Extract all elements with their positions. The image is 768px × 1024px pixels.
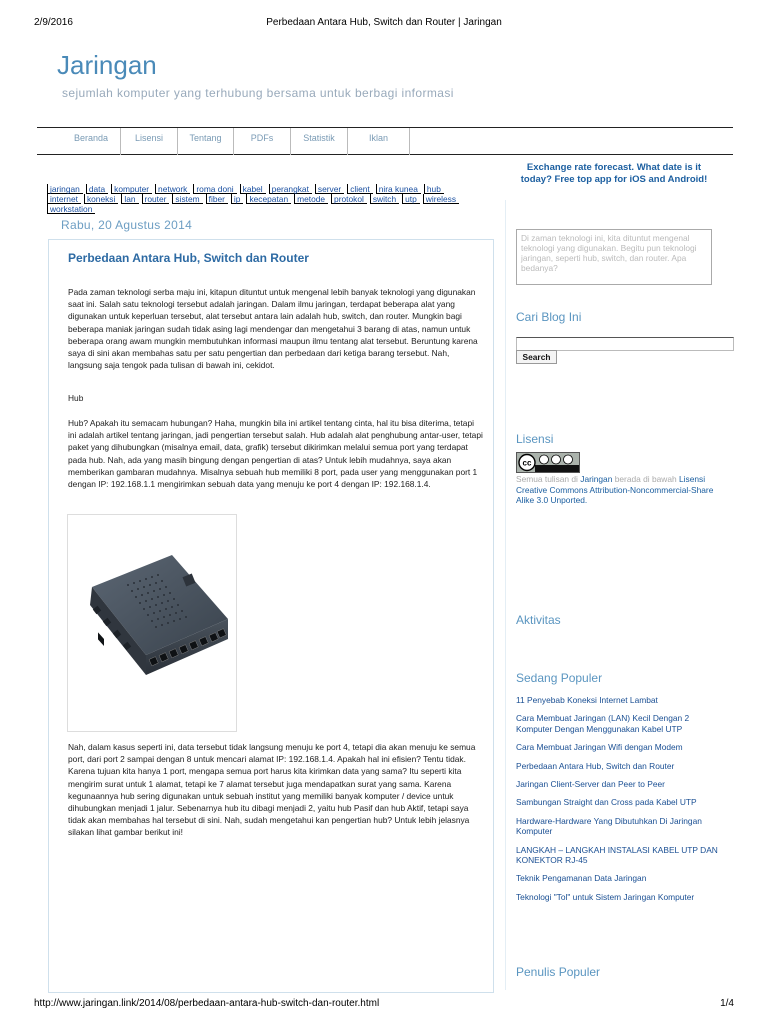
post-heading-hub: Hub [68, 393, 84, 403]
post-paragraph-hub: Hub? Apakah itu semacam hubungan? Haha, mungkin bila ini artikel tentang cinta, hal itu bisa diterima, tetapi ini adalah artikel tentang jaringan, jadi pengertian tersebut salah. Hub adalah alat penghubung antar-user, tetapi paket yang dihubungkan (misalnya email, data, grafik) tersebut dikirimkan melalui semua port yang terdapat pada hub. Nah, ada yang masih bingung dengan pengertian di atas? Untuk lebih mudahnya, saya akan memberikan gambaran mudahnya. Misalnya sebuah hub memiliki 8 port, pada user yang menggunakan port 1 dengan IP: 192.168.1.1 mengirimkan sebuah data yang menuju ke port 4 dengan IP: 192.168.1.4. [68, 418, 483, 490]
print-date: 2/9/2016 [34, 17, 73, 28]
nav-item-lisensi[interactable]: Lisensi [120, 128, 177, 155]
label-fiber[interactable]: fiber [206, 194, 228, 204]
label-sistem[interactable]: sistem [172, 194, 202, 204]
nav-divider [409, 128, 410, 155]
activity-widget-title: Aktivitas [516, 613, 561, 627]
post-date: Rabu, 20 Agustus 2014 [61, 218, 193, 232]
cc-by-nc-sa-icon [517, 453, 579, 472]
nav-item-statistik[interactable]: Statistik [290, 128, 347, 155]
label-server[interactable]: server [315, 184, 344, 194]
label-komputer[interactable]: komputer [111, 184, 152, 194]
print-page-number: 1/4 [720, 998, 734, 1009]
label-perangkat[interactable]: perangkat [269, 184, 312, 194]
label-client[interactable]: client [347, 184, 373, 194]
print-url: http://www.jaringan.link/2014/08/perbedaan-antara-hub-switch-dan-router.html [34, 998, 380, 1009]
label-data[interactable]: data [86, 184, 108, 194]
popular-post-link[interactable]: Cara Membuat Jaringan Wifi dengan Modem [516, 742, 683, 753]
popular-post-link[interactable]: Cara Membuat Jaringan (LAN) Kecil Dengan 2 Komputer Dengan Menggunakan Kabel UTP [516, 713, 690, 734]
popular-post-link[interactable]: 11 Penyebab Koneksi Internet Lambat [516, 695, 658, 705]
blog-description: sejumlah komputer yang terhubung bersama untuk berbagi informasi [62, 86, 454, 100]
nav-bar [37, 127, 733, 155]
label-cloud [47, 184, 507, 214]
license-text [516, 474, 726, 506]
about-textarea[interactable]: Di zaman teknologi ini, kita dituntut mengenal teknologi yang digunakan. Begitu pun teknologi jaringan, seperti hub, switch, dan router. Apa bedanya? [516, 229, 712, 285]
label-router[interactable]: router [142, 194, 170, 204]
label-jaringan[interactable]: jaringan [47, 184, 83, 194]
label-row-2 [47, 194, 507, 204]
label-kabel[interactable]: kabel [240, 184, 266, 194]
label-wireless[interactable]: wireless [423, 194, 459, 204]
nav-item-beranda[interactable]: Beranda [73, 133, 109, 143]
label-lan[interactable]: lan [121, 194, 138, 204]
search-button[interactable]: Search [516, 350, 557, 364]
license-cc-link[interactable]: Lisensi Creative Commons Attribution-Noncommercial-Share Alike 3.0 Unported. [516, 474, 714, 505]
nav-item-iklan[interactable]: Iklan [347, 128, 409, 155]
label-workstation[interactable]: workstation [47, 204, 95, 214]
nav-item-tentang[interactable]: Tentang [177, 128, 233, 155]
popular-post-link[interactable]: Jaringan Client-Server dan Peer to Peer [516, 779, 665, 790]
print-header [0, 0, 768, 30]
label-nira-kunea[interactable]: nira kunea [376, 184, 421, 194]
label-hub[interactable]: hub [424, 184, 444, 194]
ad-banner[interactable]: Exchange rate forecast. What date is it today? Free top app for iOS and Android! [520, 162, 708, 185]
label-ip[interactable]: ip [231, 194, 244, 204]
sidebar-divider [505, 200, 506, 990]
label-internet[interactable]: internet [47, 194, 81, 204]
label-switch[interactable]: switch [370, 194, 399, 204]
popular-posts-list [516, 695, 726, 910]
popular-widget-title: Sedang Populer [516, 671, 603, 685]
popular-post-link[interactable]: LANGKAH – LANGKAH INSTALASI KABEL UTP DAN KONEKTOR RJ-45 [516, 844, 718, 866]
popular-post-link[interactable]: Hardware-Hardware Yang Dibutuhkan Di Jaringan Komputer [516, 815, 702, 837]
popular-post-link[interactable]: Teknologi "Tol" untuk Sistem Jaringan Komputer [516, 891, 695, 902]
label-protokol[interactable]: protokol [331, 194, 367, 204]
authors-widget-title: Penulis Populer [516, 965, 601, 979]
post-paragraph-hub-detail: Nah, dalam kasus seperti ini, data tersebut tidak langsung menuju ke port 4, tetapi dia akan menuju ke semua port, dari port 2 sampai dengan 8 untuk mencari alamat IP: 192.168.1.4. Apakah hal ini efisien? Tentu tidak. Karena tujuan kita hanya 1 port, mengapa semua port harus kita kirimkan data yang sama? Itu seperti kita mengirim surat untuk 1 alamat, tetapi ke 7 alamat tersebut juga mendapatkan surat yang sama. Karena kegunaannya hub sering digunakan untuk sebuah institut yang memiliki banyak komputer / device untuk dihubungkan menjadi 1 jalur. Sebenarnya hub itu dibagi menjadi 2, yaitu hub Pasif dan hub Aktif, tetapi saya tidak akan membahas hal tersebut di sini. Nah, sudah mengetahui kan pengertian hub? Untuk lebih jelasnya silakan lihat gambar berikut ini! [68, 742, 476, 838]
popular-post-link[interactable]: Perbedaan Antara Hub, Switch dan Router [516, 760, 675, 771]
label-koneksi[interactable]: koneksi [84, 194, 118, 204]
print-footer [0, 990, 768, 1024]
label-roma-doni[interactable]: roma doni [193, 184, 236, 194]
license-text-prefix: Semua tulisan di [516, 474, 581, 484]
popular-post-link[interactable]: Sambungan Straight dan Cross pada Kabel UTP [516, 797, 697, 808]
svg-text:cc: cc [522, 458, 532, 468]
nav-item-pdfs[interactable]: PDFs [233, 128, 290, 155]
creative-commons-badge[interactable] [516, 452, 580, 473]
hub-device-image [67, 514, 237, 732]
label-row-3 [47, 204, 507, 214]
label-row-1 [47, 184, 507, 194]
print-page-title: Perbedaan Antara Hub, Switch dan Router | Jaringan [266, 17, 502, 28]
label-network[interactable]: network [155, 184, 190, 194]
license-widget-title: Lisensi [516, 432, 554, 446]
network-hub-illustration [68, 515, 236, 731]
popular-post-link[interactable]: Teknik Pengamanan Data Jaringan [516, 873, 647, 884]
license-text-middle: berada di bawah [612, 474, 679, 484]
label-utp[interactable]: utp [402, 194, 420, 204]
search-input[interactable] [516, 337, 734, 351]
post-title[interactable]: Perbedaan Antara Hub, Switch dan Router [68, 251, 309, 265]
label-kecepatan[interactable]: kecepatan [246, 194, 291, 204]
post-paragraph-intro: Pada zaman teknologi serba maju ini, kitapun dituntut untuk mengenal lebih banyak teknologi yang digunakan saat ini. Salah satu teknologi tersebut adalah jaringan. Dalam ilmu jaringan, terdapat beberapa alat yang digunakan untuk keperluan tersebut, alat tersebut antara lain adalah hub, switch, dan router. Mungkin bagi beberapa maniak jaringan sudah tidak asing lagi mendengar dan mengetahui 3 barang di atas, namun untuk beberapa orang awam mungkin membutuhkan informasi maupun ilmu tentang alat tersebut. Beruntung karena saya di sini akan membahas satu per satu pengertian dan perbedaan dari ketiga barang tersebut. Nah, langsung saja tengok pada tulisan di bawah ini, cekidot. [68, 287, 478, 371]
search-widget-title: Cari Blog Ini [516, 310, 582, 324]
license-blog-link[interactable]: Jaringan [580, 474, 613, 484]
label-metode[interactable]: metode [294, 194, 328, 204]
blog-title[interactable]: Jaringan [57, 50, 157, 80]
